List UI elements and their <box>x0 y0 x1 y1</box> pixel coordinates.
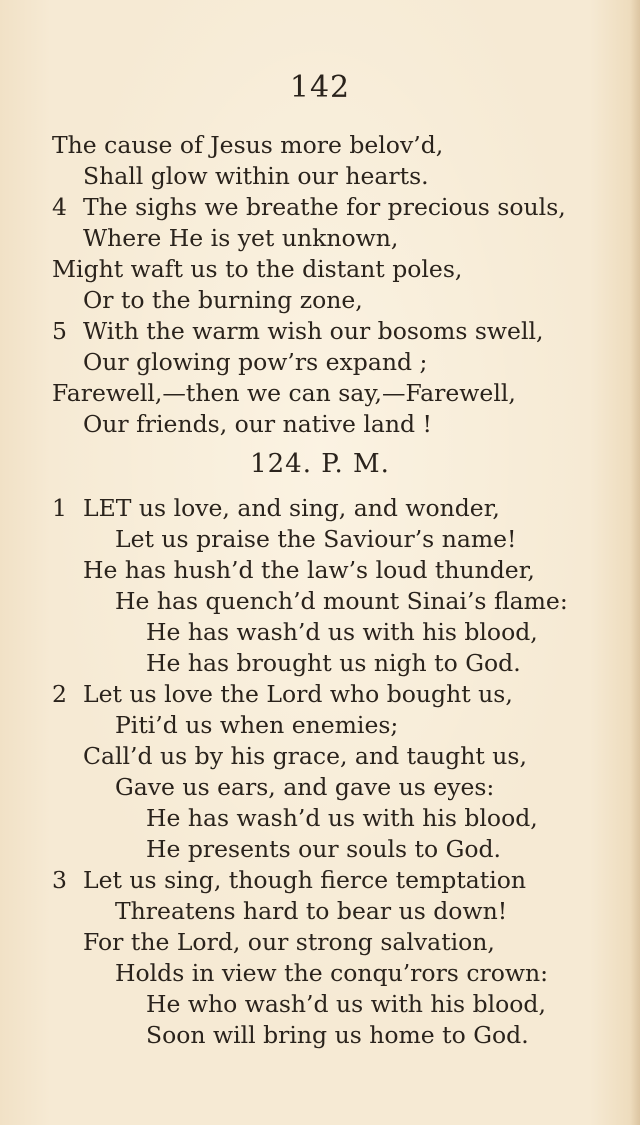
verse-number: 2 <box>52 680 67 708</box>
verse-line: Or to the burning zone, <box>83 286 363 314</box>
verse-number: 5 <box>52 317 67 345</box>
verse-line: He has brought us nigh to God. <box>146 649 521 677</box>
verse-line: He has quench’d mount Sinai’s flame: <box>115 587 568 615</box>
verse-number: 3 <box>52 866 67 894</box>
verse-line: Soon will bring us home to God. <box>146 1021 529 1049</box>
hymn-heading: 124. P. M. <box>250 449 390 479</box>
verse-line: Let us love the Lord who bought us, <box>83 680 513 708</box>
verse-number: 4 <box>52 193 67 221</box>
verse-line: Gave us ears, and gave us eyes: <box>115 773 495 801</box>
verse-line: For the Lord, our strong salvation, <box>83 928 495 956</box>
verse-line: Holds in view the conqu’rors crown: <box>115 959 549 987</box>
page-edge-shadow <box>630 0 640 1125</box>
page-number: 142 <box>289 70 351 105</box>
verse-line: Shall glow within our hearts. <box>83 162 429 190</box>
verse-line: He who wash’d us with his blood, <box>146 990 546 1018</box>
verse-line: He has hush’d the law’s loud thunder, <box>83 556 535 584</box>
verse-line: Call’d us by his grace, and taught us, <box>83 742 527 770</box>
verse-line: The sighs we breathe for precious souls, <box>83 193 566 221</box>
verse-line: Let us praise the Saviour’s name! <box>115 525 517 553</box>
verse-line: Threatens hard to bear us down! <box>115 897 508 925</box>
verse-line: Our glowing pow’rs expand ; <box>83 348 428 376</box>
verse-line: Let us sing, though fierce temptation <box>83 866 527 894</box>
verse-line: He has wash’d us with his blood, <box>146 804 538 832</box>
verse-number: 1 <box>52 494 67 522</box>
verse-line: The cause of Jesus more belov’d, <box>52 131 444 159</box>
verse-line: Where He is yet unknown, <box>83 224 399 252</box>
verse-line: LET us love, and sing, and wonder, <box>83 494 500 522</box>
verse-line: With the warm wish our bosoms swell, <box>83 317 544 345</box>
verse-line: Might waft us to the distant poles, <box>52 255 463 283</box>
verse-line: He has wash’d us with his blood, <box>146 618 538 646</box>
verse-line: Piti’d us when enemies; <box>115 711 399 739</box>
verse-line: He presents our souls to God. <box>146 835 502 863</box>
verse-line: Our friends, our native land ! <box>83 410 433 438</box>
verse-line: Farewell,—then we can say,—Farewell, <box>52 379 516 407</box>
